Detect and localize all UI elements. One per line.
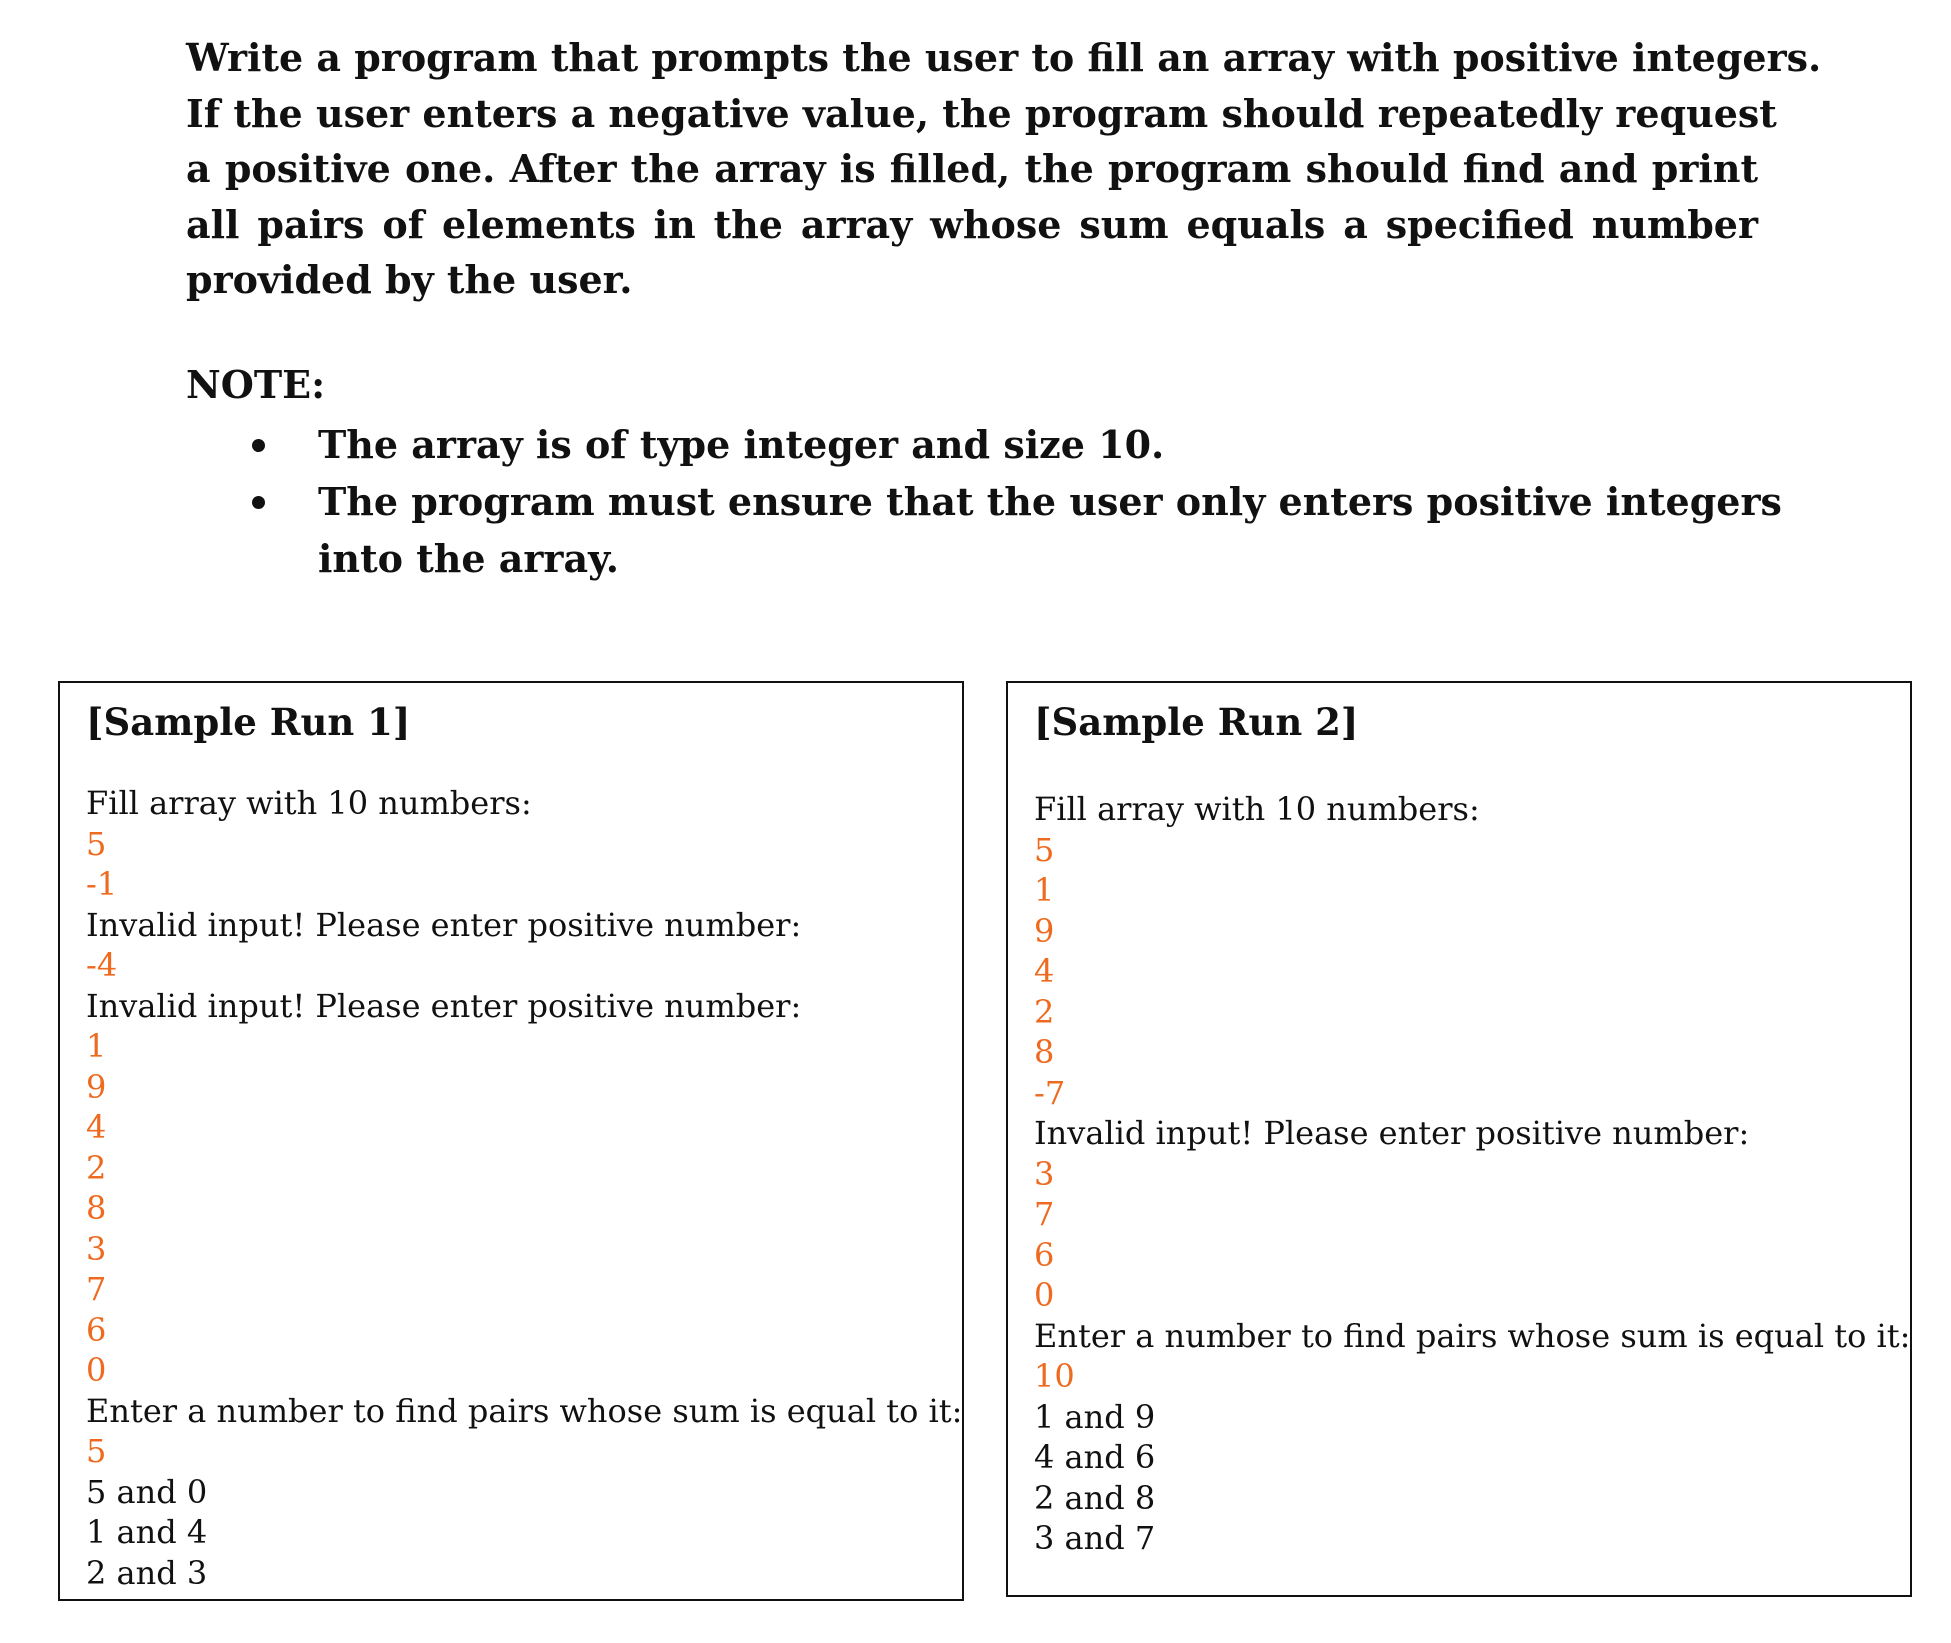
console-input-line: 4 — [1034, 952, 1055, 990]
console-output-line: Invalid input! Please enter positive number: — [86, 905, 802, 944]
console-input-line: 9 — [86, 1067, 107, 1106]
console-output-line: 2 and 3 — [86, 1553, 208, 1592]
note-bullet-line: The array is of type integer and size 10. — [318, 422, 1165, 467]
problem-line: a positive one. After the array is filled, the program should find and print — [186, 146, 1758, 191]
console-input-line: 6 — [1034, 1235, 1055, 1274]
console-input-line: 5 — [86, 1432, 107, 1470]
console-input-line: 9 — [1034, 911, 1055, 950]
console-input-line: 2 — [1034, 992, 1055, 1031]
console-output-line: 1 and 4 — [86, 1513, 208, 1551]
sample-run-2-box — [1006, 681, 1912, 1597]
problem-line: If the user enters a negative value, the program should repeatedly request — [186, 90, 1777, 136]
sample-run-1-title: [Sample Run 1] — [86, 700, 411, 744]
console-input-line: 0 — [1034, 1276, 1055, 1314]
console-output-line: 5 and 0 — [86, 1472, 208, 1511]
console-input-line: 7 — [86, 1270, 107, 1308]
note-bullet-line: into the array. — [318, 536, 620, 581]
sample-run-1-console — [86, 783, 962, 1593]
console-input-line: -4 — [86, 946, 118, 984]
console-input-line: 0 — [86, 1351, 107, 1389]
console-output-line: 3 and 7 — [1034, 1519, 1156, 1557]
console-output-line: 1 and 9 — [1034, 1397, 1156, 1436]
console-input-line: 8 — [1034, 1033, 1055, 1071]
console-output-line: Enter a number to find pairs whose sum is equal to it: — [86, 1391, 963, 1430]
problem-line: provided by the user. — [186, 257, 633, 302]
console-output-line: Fill array with 10 numbers: — [1034, 790, 1480, 828]
sample-run-1-box — [58, 681, 964, 1601]
note-bullet-line: The program must ensure that the user only enters positive integers — [318, 479, 1782, 524]
note-bullet-text — [318, 473, 1782, 587]
problem-line: all pairs of elements in the array whose sum equals a specified number — [186, 201, 1758, 247]
console-input-line: 3 — [86, 1229, 107, 1268]
console-input-line: 8 — [86, 1189, 107, 1227]
problem-statement — [186, 30, 1822, 308]
console-output-line: Enter a number to find pairs whose sum is equal to it: — [1034, 1316, 1911, 1355]
note-bullet-list — [252, 416, 1782, 587]
console-input-line: 5 — [86, 824, 107, 863]
console-input-line: 10 — [1034, 1357, 1075, 1395]
console-output-line: Invalid input! Please enter positive number: — [1034, 1114, 1750, 1152]
console-input-line: -1 — [86, 865, 118, 903]
sample-run-2-title: [Sample Run 2] — [1034, 700, 1359, 744]
note-bullet-item — [252, 416, 1760, 473]
console-input-line: 5 — [1034, 830, 1055, 869]
console-input-line: 2 — [86, 1148, 107, 1187]
console-input-line: 1 — [1034, 871, 1055, 909]
bullet-icon — [252, 496, 265, 509]
console-input-line: 4 — [86, 1108, 107, 1146]
note-title: NOTE: — [186, 362, 326, 407]
console-input-line: 1 — [86, 1027, 107, 1065]
sample-run-2-console — [1034, 789, 1910, 1559]
console-output-line: Invalid input! Please enter positive number: — [86, 986, 802, 1025]
console-input-line: 6 — [86, 1310, 107, 1349]
console-output-line: 2 and 8 — [1034, 1478, 1156, 1517]
note-bullet-text — [318, 416, 1760, 473]
console-output-line: Fill array with 10 numbers: — [86, 784, 532, 822]
note-bullet-item — [252, 473, 1782, 587]
bullet-icon — [252, 439, 265, 452]
console-input-line: -7 — [1034, 1073, 1066, 1112]
console-input-line: 3 — [1034, 1154, 1055, 1193]
problem-line: Write a program that prompts the user to fill an array with positive integers. — [186, 35, 1822, 80]
console-output-line: 4 and 6 — [1034, 1438, 1156, 1476]
console-input-line: 7 — [1034, 1195, 1055, 1233]
